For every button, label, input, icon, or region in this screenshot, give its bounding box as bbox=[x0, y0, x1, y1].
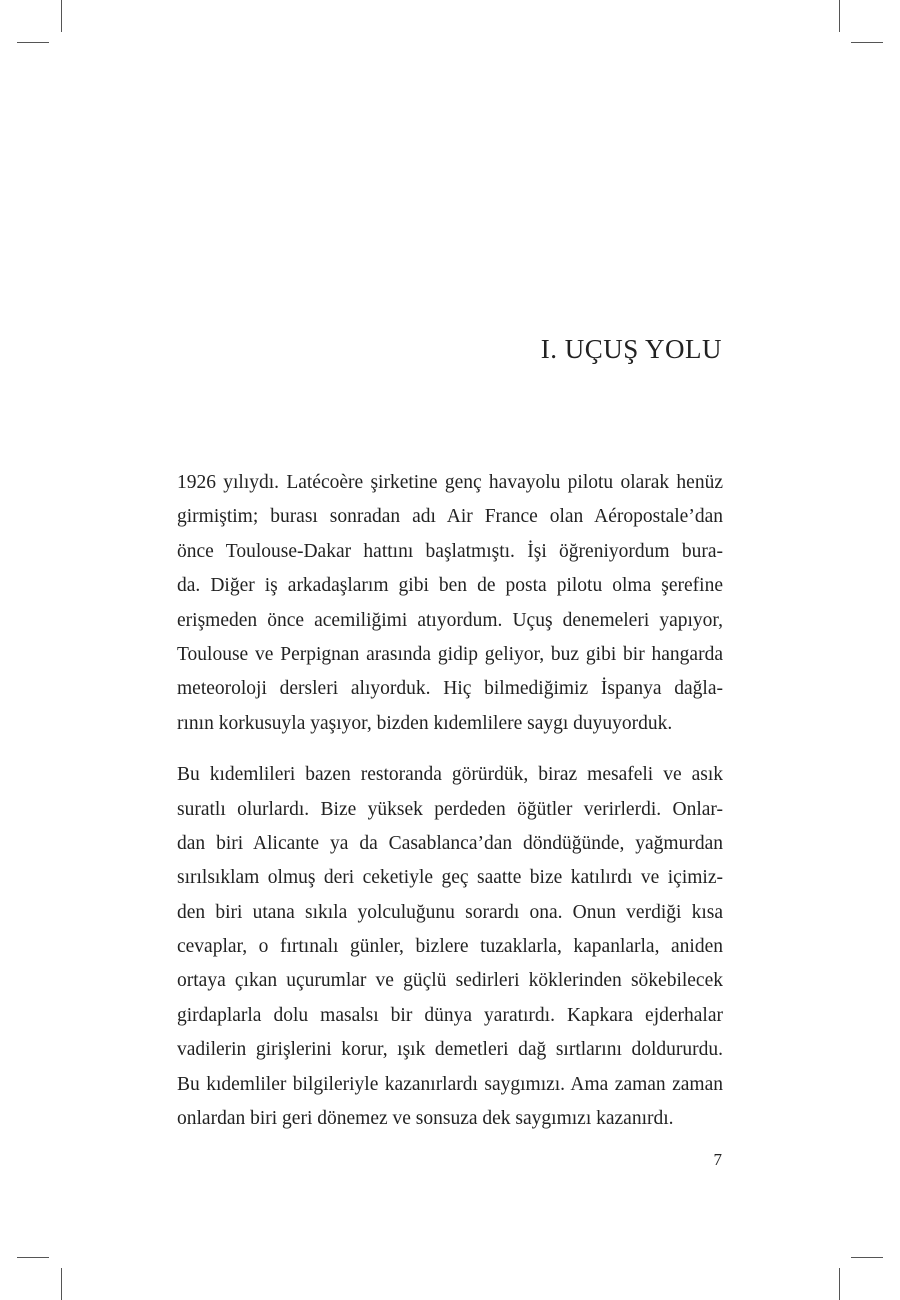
text-line: girmiştim; burası sonradan adı Air France olan Aéropostale’dan bbox=[177, 506, 723, 528]
text-line: den biri utana sıkıla yolculuğunu sorardı ona. Onun verdiği kısa bbox=[177, 901, 723, 923]
text-line: Bu kıdemlileri bazen restoranda görürdük, biraz mesafeli ve asık bbox=[177, 764, 723, 786]
body-text bbox=[177, 466, 723, 1153]
crop-mark-bottom-left-horizontal bbox=[17, 1257, 49, 1258]
text-line: Toulouse ve Perpignan arasında gidip geliyor, buz gibi bir hangarda bbox=[177, 643, 723, 665]
text-line: rının korkusuyla yaşıyor, bizden kıdemlilere saygı duyuyorduk. bbox=[177, 712, 673, 734]
text-line: suratlı olurlardı. Bize yüksek perdeden öğütler verirlerdi. Onlar- bbox=[177, 798, 723, 820]
text-line: sırılsıklam olmuş deri ceketiyle geç saatte bize katılırdı ve içimiz- bbox=[177, 867, 723, 889]
text-line: erişmeden önce acemiliğimi atıyordum. Uçuş denemeleri yapıyor, bbox=[177, 609, 723, 631]
page-number: 7 bbox=[713, 1150, 722, 1169]
paragraph bbox=[177, 758, 723, 1136]
crop-mark-bottom-right-vertical bbox=[839, 1268, 840, 1300]
chapter-title: I. UÇUŞ YOLU bbox=[540, 334, 722, 364]
text-line: vadilerin girişlerini korur, ışık demetleri dağ sırtlarını doldururdu. bbox=[177, 1039, 723, 1061]
text-line: dan biri Alicante ya da Casablanca’dan döndüğünde, yağmurdan bbox=[177, 832, 723, 854]
crop-mark-bottom-left-vertical bbox=[61, 1268, 62, 1300]
text-line: Bu kıdemliler bilgileriyle kazanırlardı saygımızı. Ama zaman zaman bbox=[177, 1073, 723, 1095]
text-line: 1926 yılıydı. Latécoère şirketine genç havayolu pilotu olarak henüz bbox=[177, 472, 723, 493]
crop-mark-top-right-horizontal bbox=[851, 42, 883, 43]
crop-mark-top-left-vertical bbox=[61, 0, 62, 32]
text-line: girdaplarla dolu masalsı bir dünya yaratırdı. Kapkara ejderhalar bbox=[177, 1004, 723, 1026]
text-line: ortaya çıkan uçurumlar ve güçlü sedirleri köklerinden sökebilecek bbox=[177, 970, 723, 992]
text-line: onlardan biri geri dönemez ve sonsuza dek saygımızı kazanırdı. bbox=[177, 1108, 674, 1130]
text-line: cevaplar, o fırtınalı günler, bizlere tuzaklarla, kapanlarla, aniden bbox=[177, 936, 723, 958]
paragraph bbox=[177, 466, 723, 741]
text-line: da. Diğer iş arkadaşlarım gibi ben de posta pilotu olma şerefine bbox=[177, 575, 723, 597]
text-line: meteoroloji dersleri alıyorduk. Hiç bilmediğimiz İspanya dağla- bbox=[177, 678, 723, 700]
crop-mark-bottom-right-horizontal bbox=[851, 1257, 883, 1258]
text-line: önce Toulouse-Dakar hattını başlatmıştı. İşi öğreniyordum bura- bbox=[177, 540, 723, 562]
crop-mark-top-left-horizontal bbox=[17, 42, 49, 43]
crop-mark-top-right-vertical bbox=[839, 0, 840, 32]
